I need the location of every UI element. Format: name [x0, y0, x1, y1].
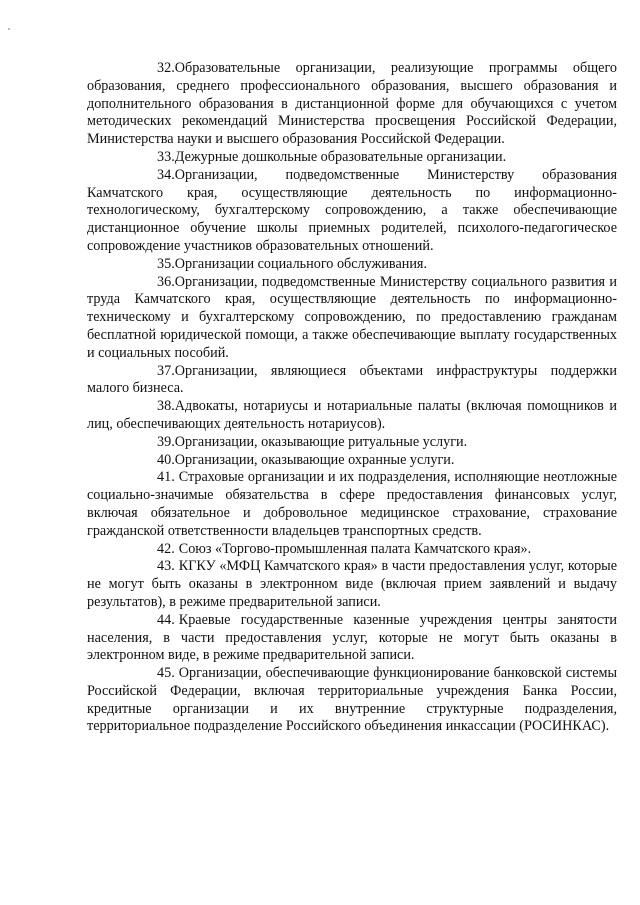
item-text: Страховые организации и их подразделения, исполняющие неотложные социально-значимые обязательства в сфере предоставления финансовых услуг, включая обязательное и добровольное медицинское страхование, страхование гражданской ответственности владельцев транспортных средств.: [87, 469, 617, 539]
document-page: [87, 60, 617, 736]
item-text: КГКУ «МФЦ Камчатского края» в части предоставления услуг, которые не могут быть оказаны в электронном виде (включая прием заявлений и выдачу результатов), в режиме предварительной записи.: [87, 558, 617, 610]
item-number: 39.: [157, 433, 175, 450]
list-item-38: [87, 398, 617, 434]
list-item-36: [87, 274, 617, 363]
list-item-33: [87, 149, 617, 167]
item-text: Организации, оказывающие охранные услуги.: [174, 451, 455, 468]
item-number: 38.: [157, 398, 175, 415]
item-number: 34.: [157, 166, 175, 183]
item-text: Дежурные дошкольные образовательные организации.: [174, 148, 507, 165]
item-text: Организации, подведомственные Министерству социального развития и труда Камчатского края, осуществляющие деятельность по информационно-техническому и бухгалтерскому сопровождению, по предоставлению гражданам бесплатной юридической помощи, а также обеспечивающие выплату государственных и социальных пособий.: [87, 273, 617, 361]
list-item-45: [87, 665, 617, 736]
list-item-41: [87, 469, 617, 540]
item-text: Организации, подведомственные Министерству образования Камчатского края, осуществляющие деятельность по информационно-технологическому, бухгалтерскому сопровождению, а также обеспечивающие дистанционное обучение школы приемных родителей, психолого-педагогическое сопровождение участников образовательных отношений.: [87, 166, 617, 254]
list-item-34: [87, 167, 617, 256]
list-item-42: [87, 541, 617, 559]
item-text: Организации, обеспечивающие функционирование банковской системы Российской Федерации, включая территориальные учреждения Банка России, кредитные организации и их внутренние структурные подразделения, территориальное подразделение Российского объединения инкассации (РОСИНКАС).: [87, 665, 617, 735]
item-number: 40.: [157, 451, 175, 468]
item-number: 33.: [157, 148, 175, 165]
item-number: 44.: [157, 611, 175, 628]
item-text: Образовательные организации, реализующие программы общего образования, среднего профессионального образования, высшего образования и дополнительного образования в дистанционной форме для обучающихся с учетом методических рекомендаций Министерства просвещения Российской Федерации, Министерства науки и высшего образования Российской Федерации.: [87, 60, 617, 148]
item-number: 41.: [157, 469, 175, 486]
item-text: Организации социального обслуживания.: [174, 255, 427, 272]
item-number: 37.: [157, 362, 175, 379]
list-item-39: [87, 434, 617, 452]
item-text: Союз «Торгово-промышленная палата Камчатского края».: [178, 540, 532, 557]
item-number: 42.: [157, 540, 175, 557]
list-item-43: [87, 558, 617, 611]
item-text: Организации, являющиеся объектами инфраструктуры поддержки малого бизнеса.: [87, 362, 617, 397]
item-text: Краевые государственные казенные учреждения центры занятости населения, в части предоставления услуг, которые не могут быть оказаны в электронном виде, в режиме предварительной записи.: [87, 611, 617, 664]
item-number: 32.: [157, 60, 175, 76]
list-item-32: [87, 60, 617, 149]
list-item-37: [87, 363, 617, 399]
item-number: 36.: [157, 273, 175, 290]
item-number: 35.: [157, 255, 175, 272]
list-item-40: [87, 452, 617, 470]
item-number: 45.: [157, 665, 175, 682]
list-item-35: [87, 256, 617, 274]
item-text: Организации, оказывающие ритуальные услуги.: [174, 433, 468, 450]
item-number: 43.: [157, 558, 175, 575]
item-text: Адвокаты, нотариусы и нотариальные палаты (включая помощников и лиц, обеспечивающих деятельность нотариусов).: [87, 398, 617, 432]
list-item-44: [87, 612, 617, 665]
scan-artifact-dot: [8, 28, 10, 30]
